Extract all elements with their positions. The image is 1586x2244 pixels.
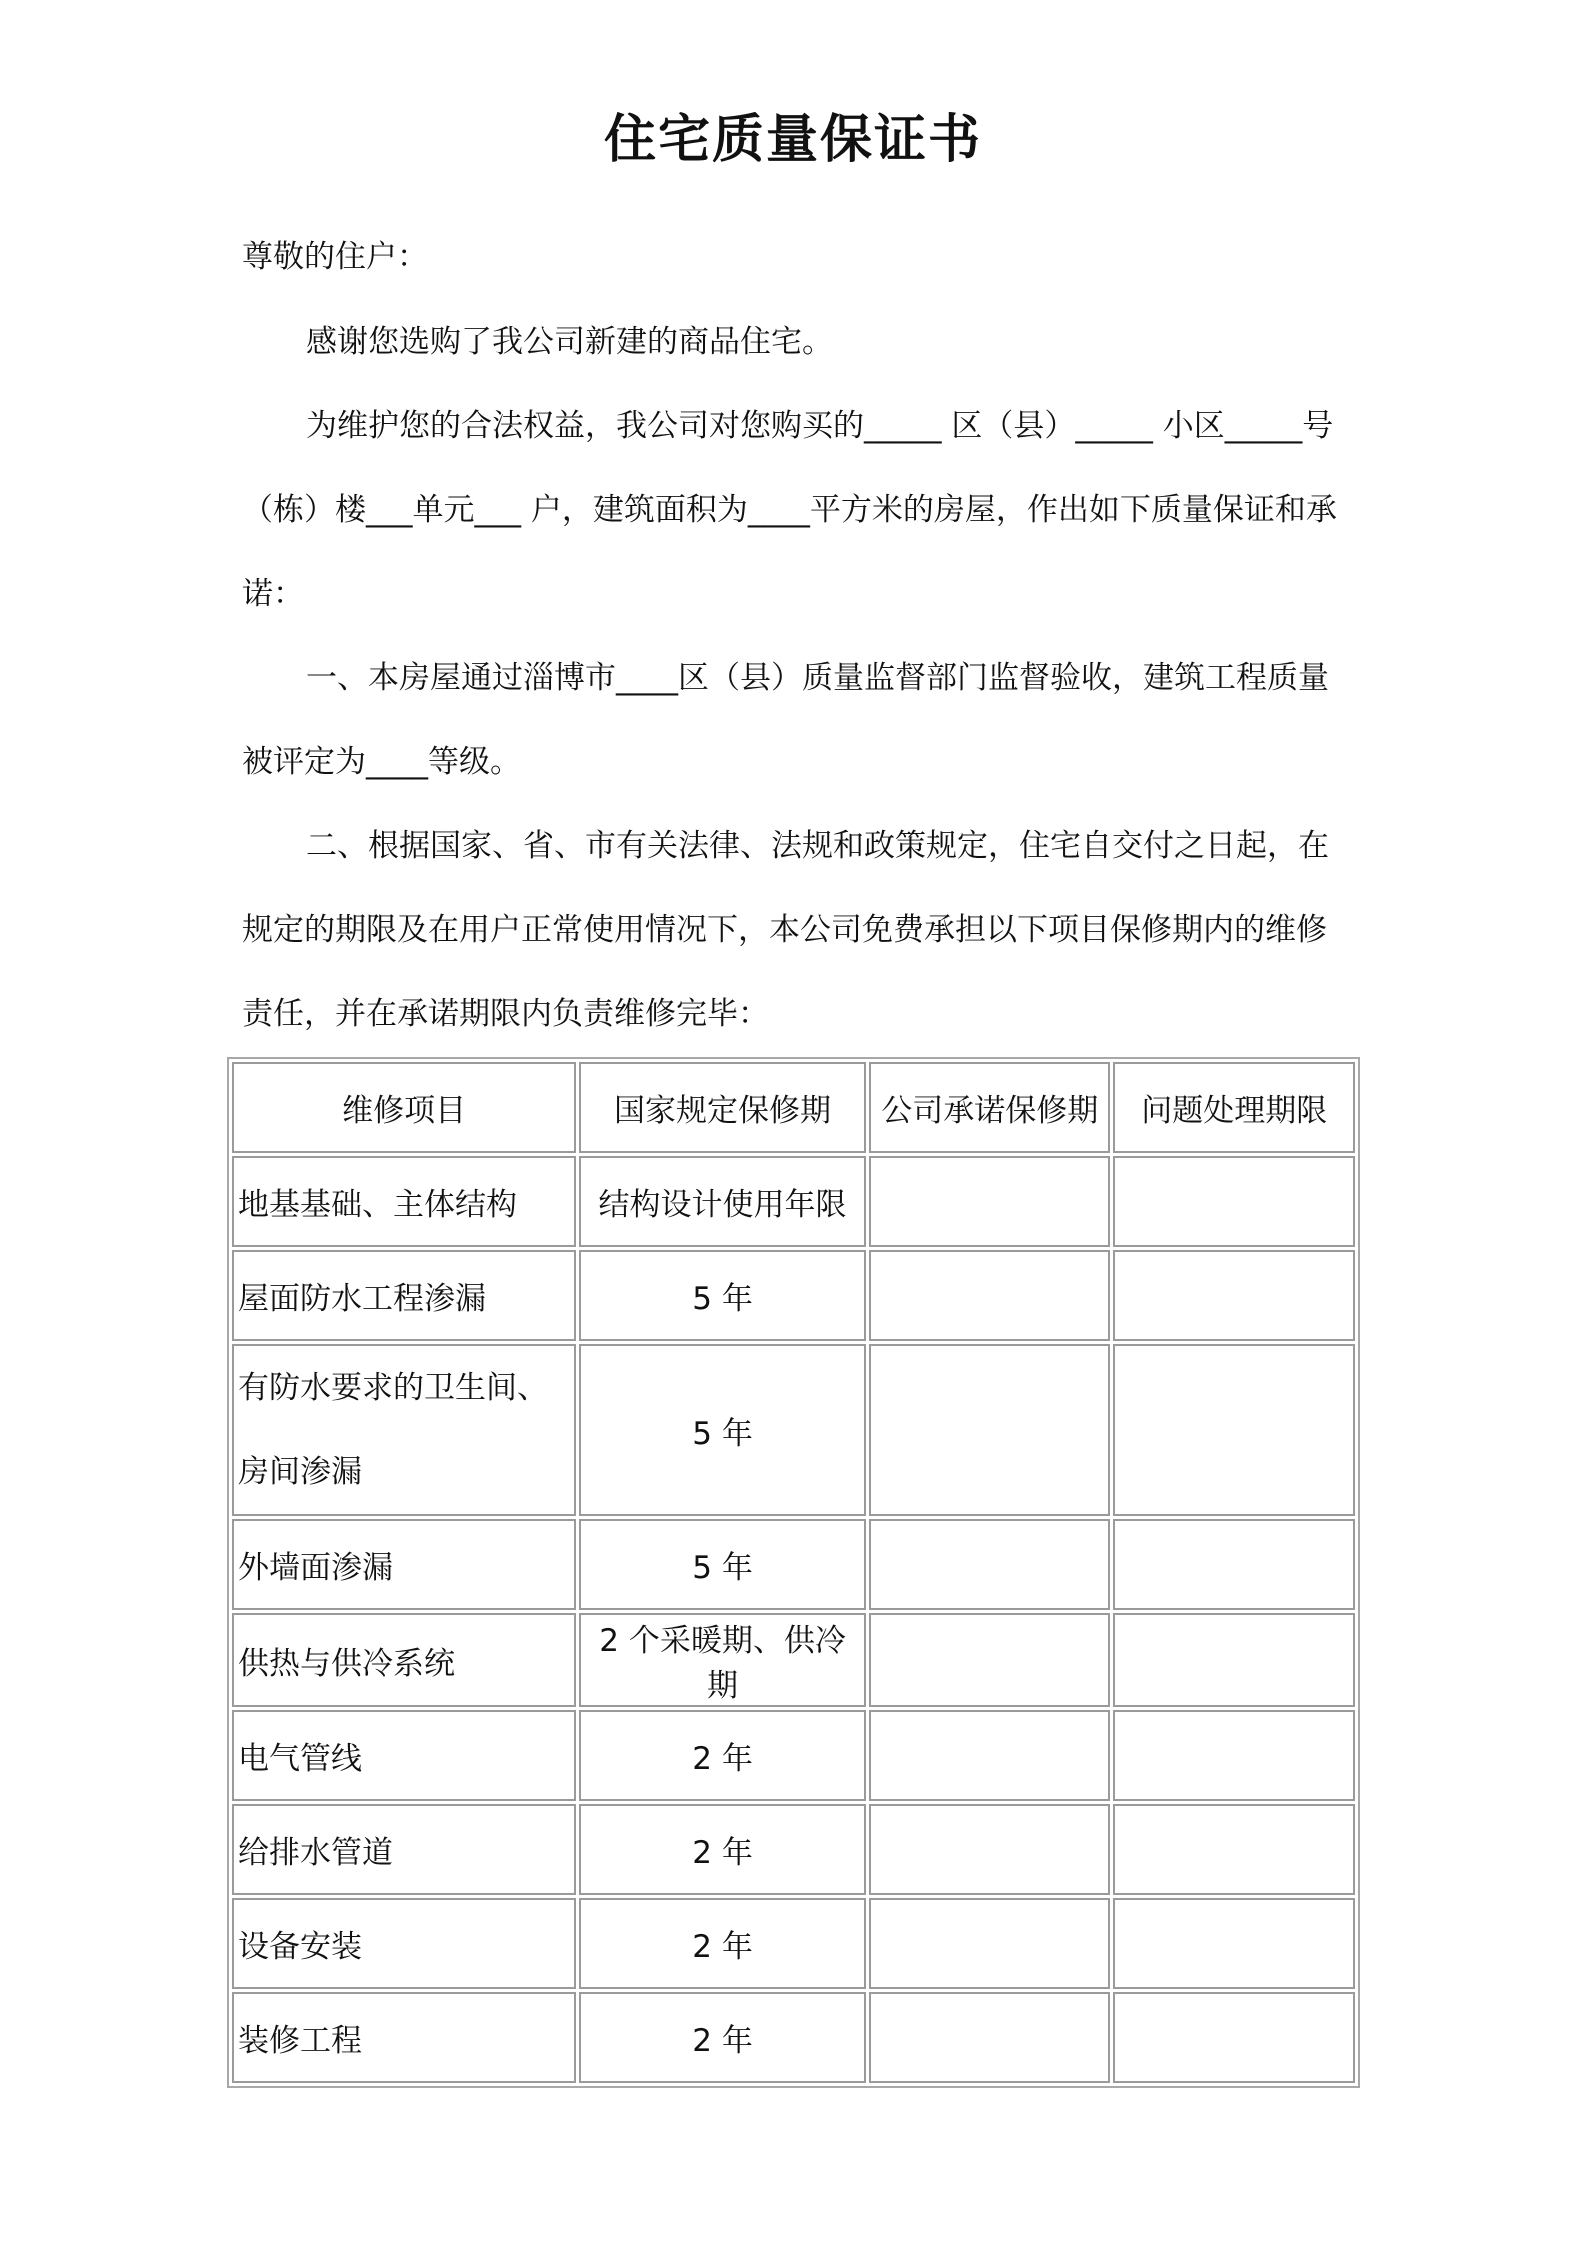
table-row [232,1250,1355,1341]
header-company-period: 公司承诺保修期 [869,1062,1111,1153]
cell-national-period: 5 年 [579,1344,866,1516]
paragraph-property-info: 为维护您的合法权益，我公司对您购买的_____ 区（县）_____ 小区_____号（栋）楼___单元___ 户，建筑面积为____平方米的房屋，作出如下质量保证和承诺： [242,408,1337,612]
cell-item: 装修工程 [232,1992,576,2083]
salutation: 尊敬的住户： [242,239,428,275]
table-row [232,1710,1355,1801]
header-item: 维修项目 [232,1062,576,1153]
cell-national-period: 结构设计使用年限 [579,1156,866,1247]
cell-item: 地基基础、主体结构 [232,1156,576,1247]
table-row [232,1992,1355,2083]
table-row [232,1156,1355,1247]
cell-company-period[interactable] [869,1344,1111,1516]
cell-company-period[interactable] [869,1613,1111,1707]
cell-item: 外墙面渗漏 [232,1519,576,1610]
cell-handling-deadline[interactable] [1113,1250,1355,1341]
cell-handling-deadline[interactable] [1113,1519,1355,1610]
cell-company-period[interactable] [869,1804,1111,1895]
cell-item: 供热与供冷系统 [232,1613,576,1707]
cell-item: 设备安装 [232,1898,576,1989]
cell-national-period: 2 年 [579,1710,866,1801]
cell-handling-deadline[interactable] [1113,1344,1355,1516]
cell-company-period[interactable] [869,1992,1111,2083]
cell-national-period: 2 年 [579,1992,866,2083]
cell-national-period: 5 年 [579,1250,866,1341]
cell-handling-deadline[interactable] [1113,1992,1355,2083]
cell-company-period[interactable] [869,1710,1111,1801]
cell-handling-deadline[interactable] [1113,1613,1355,1707]
warranty-table [227,1057,1360,2088]
cell-item: 电气管线 [232,1710,576,1801]
cell-item: 有防水要求的卫生间、房间渗漏 [232,1344,576,1516]
cell-company-period[interactable] [869,1519,1111,1610]
paragraph-inspection: 一、本房屋通过淄博市____区（县）质量监督部门监督验收，建筑工程质量被评定为____等级。 [242,660,1329,780]
cell-handling-deadline[interactable] [1113,1156,1355,1247]
cell-national-period: 2 个采暖期、供冷期 [579,1613,866,1707]
cell-national-period: 2 年 [579,1804,866,1895]
table-row [232,1804,1355,1895]
cell-national-period: 5 年 [579,1519,866,1610]
cell-item: 给排水管道 [232,1804,576,1895]
paragraph-warranty-terms: 二、根据国家、省、市有关法律、法规和政策规定，住宅自交付之日起，在规定的期限及在用户正常使用情况下，本公司免费承担以下项目保修期内的维修责任，并在承诺期限内负责维修完毕： [242,828,1329,1032]
paragraph-thanks: 感谢您选购了我公司新建的商品住宅。 [306,324,833,360]
header-handling-deadline: 问题处理期限 [1113,1062,1355,1153]
table-row [232,1613,1355,1707]
header-national-period: 国家规定保修期 [579,1062,866,1153]
cell-item: 屋面防水工程渗漏 [232,1250,576,1341]
table-row [232,1344,1355,1516]
table-header-row [232,1062,1355,1153]
cell-national-period: 2 年 [579,1898,866,1989]
cell-company-period[interactable] [869,1250,1111,1341]
cell-company-period[interactable] [869,1156,1111,1247]
document-title: 住宅质量保证书 [603,110,982,170]
cell-handling-deadline[interactable] [1113,1898,1355,1989]
table-row [232,1519,1355,1610]
cell-handling-deadline[interactable] [1113,1710,1355,1801]
table-row [232,1898,1355,1989]
cell-company-period[interactable] [869,1898,1111,1989]
cell-handling-deadline[interactable] [1113,1804,1355,1895]
